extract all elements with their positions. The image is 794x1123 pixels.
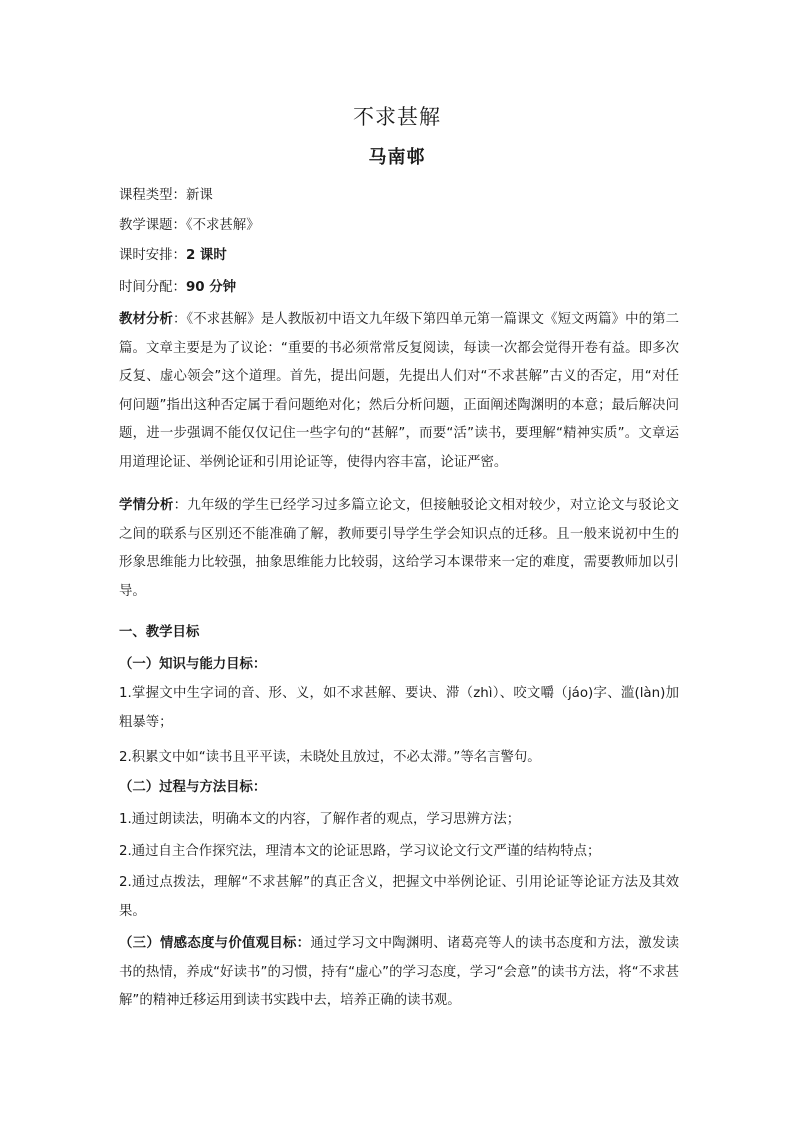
analysis-paragraph — [119, 306, 679, 478]
analysis-label: 教材分析 — [119, 312, 173, 327]
document-title: 不求甚解 — [353, 105, 441, 129]
time-line — [119, 278, 679, 298]
attitude-paragraph — [119, 930, 679, 1016]
course-type-label: 课程类型： — [119, 188, 186, 203]
goal-item: 2.积累文中如“读书且平平读，未晓处且放过，不必太滞。”等名言警句。 — [119, 750, 541, 765]
learner-paragraph — [119, 492, 679, 606]
goal-item: 1.掌握文中生字词的音、形、义，如不求甚解、要诀、滞（zhì）、咬文嚼（jáo)字、滥(làn)加粗暴等； — [119, 686, 679, 730]
learner-text: ：九年级的学生已经学习过多篇立论文，但接触驳论文相对较少，对立论文与驳论文之间的联系与区别还不能准确了解，教师要引导学生学会知识点的迁移。且一般来说初中生的形象思维能力比较强，抽象思维能力比较弱，这给学习本课带来一定的难度，需要教师加以引导。 — [119, 498, 680, 599]
schedule-line — [119, 246, 679, 266]
document-author: 马南邨 — [368, 147, 426, 168]
course-type-line — [119, 186, 679, 206]
topic-label: 教学课题： — [119, 218, 186, 233]
learner-label: 学情分析 — [119, 498, 174, 513]
subheading-knowledge: （一）知识与能力目标： — [119, 657, 267, 672]
course-type-value: 新课 — [185, 188, 213, 203]
goal-item: 2.通过自主合作探究法，理清本文的论证思路，学习议论文行文严谨的结构特点； — [119, 844, 601, 859]
goal-item: 1.通过朗读法，明确本文的内容，了解作者的观点，学习思辨方法； — [119, 812, 521, 827]
section-heading: 一、教学目标 — [119, 625, 200, 640]
attitude-text: 通过学习文中陶渊明、诸葛亮等人的读书态度和方法，激发读书的热情，养成“好读书”的习惯，持有“虚心”的学习态度，学习“会意”的读书方法，将“不求甚解”的精神迁移运用到读书实践中去，培养正确的读书观。 — [119, 936, 679, 1009]
subheading-attitude: （三）情感态度与价值观目标： — [119, 936, 311, 951]
topic-line — [119, 216, 679, 236]
time-value: 90 分钟 — [185, 280, 237, 295]
time-label: 时间分配： — [119, 280, 186, 295]
goal-item: 2.通过点拨法，理解“不求甚解”的真正含义，把握文中举例论证、引用论证等论证方法及其效果。 — [119, 875, 679, 919]
analysis-text: ：《不求甚解》是人教版初中语文九年级下第四单元第一篇课文《短文两篇》中的第二篇。文章主要是为了议论：“重要的书必须常常反复阅读，每读一次都会觉得开卷有益。即多次反复、虚心领会”这个道理。首先，提出问题，先提出人们对“不求甚解”古义的否定，用“对任何问题”指出这种否定属于看问题绝对化；然后分析问题，正面阐述陶渊明的本意；最后解决问题，进一步强调不能仅仅记住一些字句的“甚解”，而要“活”读书，要理解“精神实质”。文章运用道理论证、举例论证和引用论证等，使得内容丰富，论证严密。 — [119, 312, 679, 470]
schedule-label: 课时安排： — [119, 248, 186, 263]
subheading-process: （二）过程与方法目标： — [119, 780, 267, 795]
topic-value: 《不求甚解》 — [185, 218, 260, 233]
schedule-value: 2 课时 — [185, 248, 227, 263]
